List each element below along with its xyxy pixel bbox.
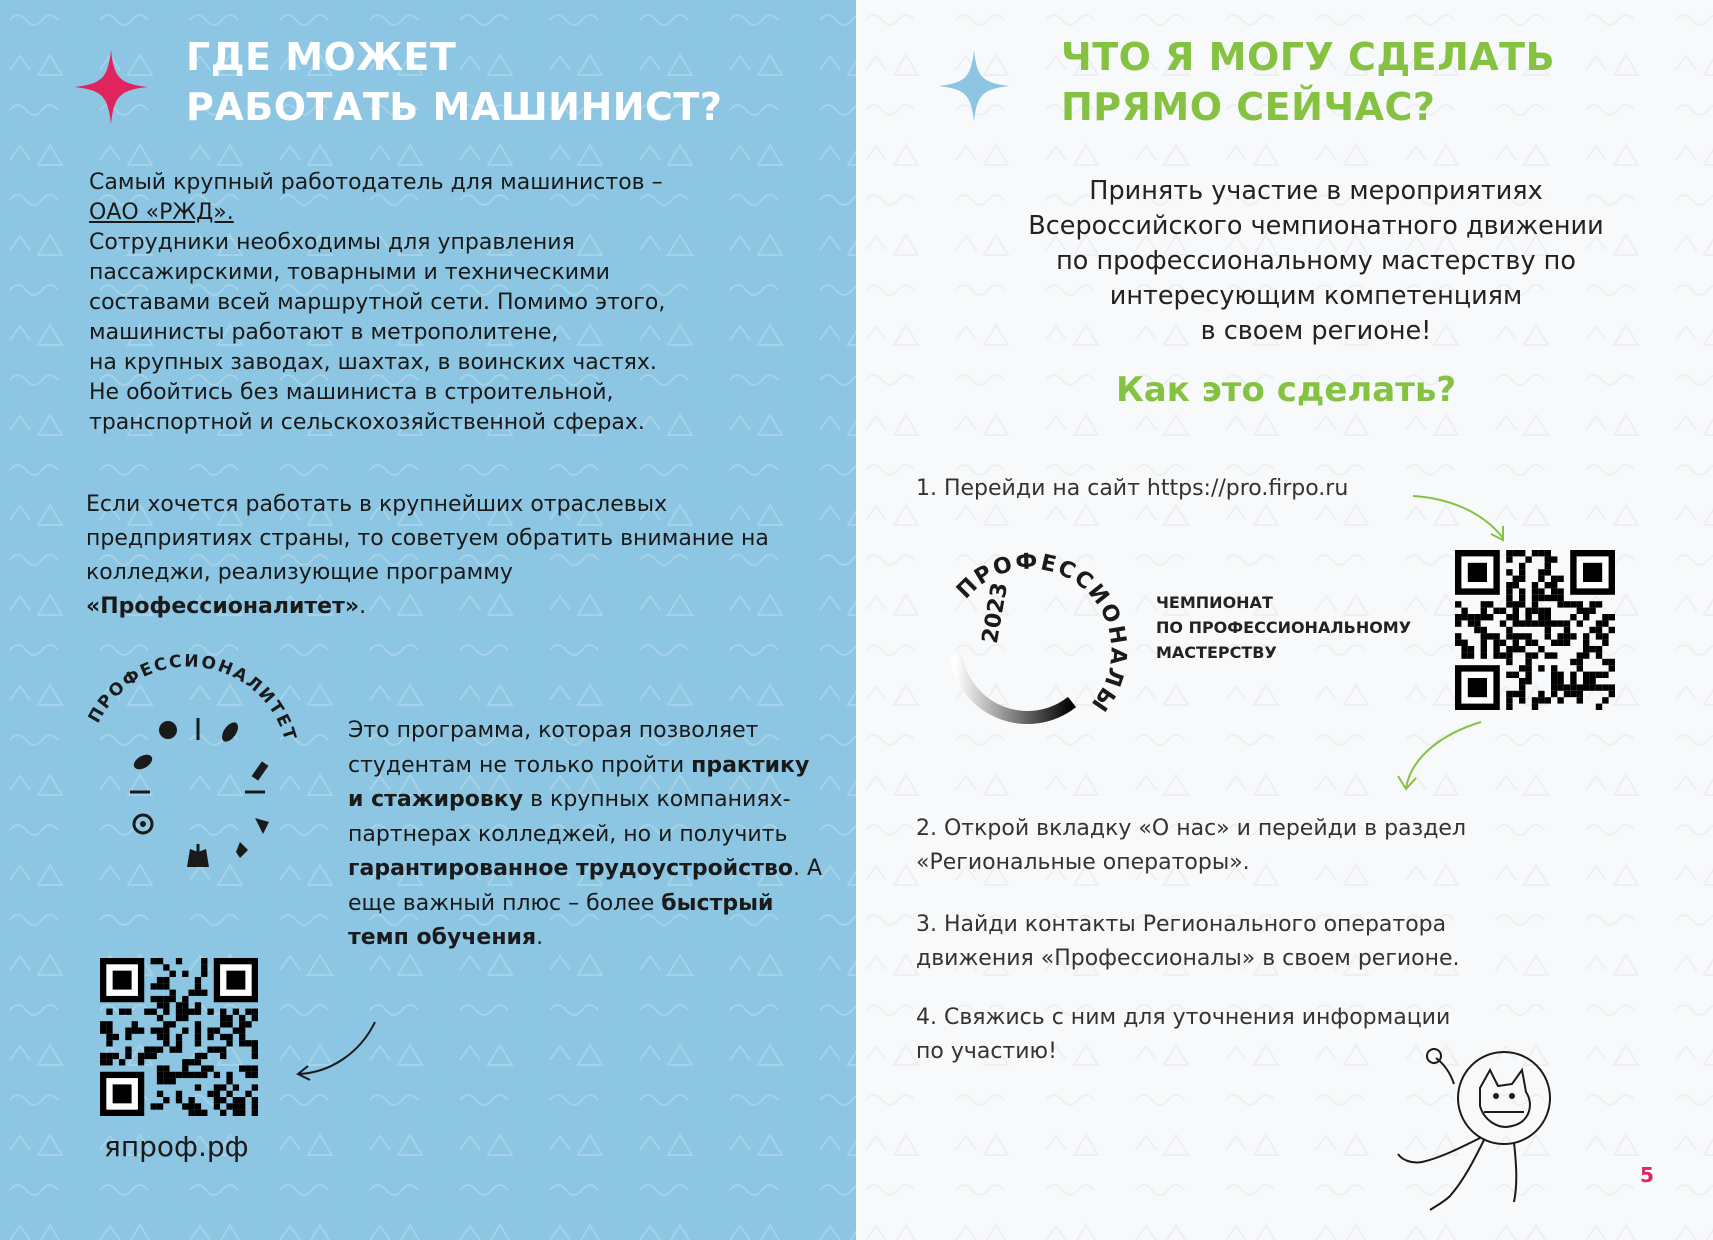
- logo-ring-text: ПРОФЕССИОНАЛЫ: [952, 549, 1131, 717]
- text-line: транспортной и сельскохозяйственной сферах.: [89, 410, 645, 435]
- right-heading: [1061, 32, 1555, 132]
- employment-bold: гарантированное трудоустройство: [348, 856, 793, 881]
- step-line: по участию!: [916, 1039, 1057, 1064]
- intro-paragraph: [916, 174, 1713, 349]
- right-heading-line2: ПРЯМО СЕЙЧАС?: [1061, 85, 1436, 129]
- logo-year: 2023: [977, 580, 1014, 646]
- champ-line: МАСТЕРСТВУ: [1156, 643, 1277, 662]
- left-heading: [186, 32, 722, 132]
- text-line: пассажирскими, товарными и техническими: [89, 260, 610, 285]
- program-paragraph: [348, 714, 828, 956]
- blue-star-icon: [938, 50, 1010, 122]
- step-line: «Региональные операторы».: [916, 850, 1250, 875]
- intro-line: интересующим компетенциям: [1109, 281, 1523, 311]
- step-line: 4. Свяжись с ним для уточнения информации: [916, 1005, 1451, 1030]
- intro-line: в своем регионе!: [1200, 316, 1432, 346]
- practice-bold: практику и стажировку: [348, 752, 810, 812]
- employer-line: Самый крупный работодатель для машинистов –: [89, 170, 663, 195]
- step-line: 3. Найди контакты Регионального оператора: [916, 912, 1447, 937]
- period: .: [359, 594, 367, 619]
- employer-paragraph: [89, 168, 789, 438]
- colleges-text: Если хочется работать в крупнейших отраслевых предприятиях страны, то советуем обратить внимание на колледжи, реализующие программу: [86, 492, 769, 585]
- svg-text:ПРОФЕССИОНАЛИТЕТ: [85, 652, 301, 744]
- logo-ring-text: ПРОФЕССИОНАЛИТЕТ: [84, 652, 301, 745]
- right-heading-line1: ЧТО Я МОГУ СДЕЛАТЬ: [1061, 35, 1556, 79]
- program-text: в крупных компаниях-партнерах колледжей, но и получить: [348, 787, 791, 847]
- intro-line: по профессиональному мастерству по: [1056, 246, 1576, 276]
- championship-title: [1156, 590, 1411, 665]
- champ-line: ПО ПРОФЕССИОНАЛЬНОМУ: [1156, 618, 1412, 637]
- professionalitet-logo: [70, 652, 310, 892]
- text-line: машинисты работают в метрополитене,: [89, 320, 559, 345]
- page-number: 5: [1640, 1163, 1654, 1187]
- text-line: на крупных заводах, шахтах, в воинских частях.: [89, 350, 657, 375]
- intro-line: Всероссийского чемпионатного движении: [1028, 211, 1604, 241]
- step-4: [916, 1001, 1450, 1069]
- champ-line: ЧЕМПИОНАТ: [1156, 593, 1273, 612]
- left-heading-line1: ГДЕ МОЖЕТ: [186, 35, 457, 79]
- arrow-to-qr-icon: [290, 1018, 380, 1088]
- program-text: Это программа, которая позволяет студентам не только пройти: [348, 718, 759, 778]
- speed-bold: быстрый темп обучения: [348, 890, 774, 950]
- period: .: [536, 925, 544, 950]
- text-line: Не обойтись без машиниста в строительной,: [89, 380, 614, 405]
- left-page: [0, 0, 856, 1240]
- arrow-to-qr-icon: [1411, 490, 1511, 546]
- professionaly-logo: [934, 530, 1154, 730]
- step-3: [916, 908, 1460, 976]
- program-text: . А еще важный плюс – более: [348, 856, 823, 916]
- how-to-heading: Как это сделать?: [1116, 370, 1457, 410]
- step-line: 2. Открой вкладку «О нас» и перейди в раздел: [916, 816, 1467, 841]
- step-2: [916, 812, 1466, 880]
- text-line: составами всей маршрутной сети. Помимо этого,: [89, 290, 666, 315]
- intro-line: Принять участие в мероприятиях: [1089, 176, 1543, 206]
- yaprof-qr-code[interactable]: [100, 958, 258, 1116]
- rzd-link[interactable]: ОАО «РЖД».: [89, 200, 234, 225]
- cat-astronaut-illustration: [1384, 1048, 1584, 1228]
- pink-star-icon: [74, 50, 148, 124]
- arrow-down-icon: [1386, 718, 1486, 793]
- step-1[interactable]: 1. Перейди на сайт https://pro.firpo.ru: [916, 476, 1349, 501]
- right-page: [856, 0, 1713, 1240]
- step-line: движения «Профессионалы» в своем регионе.: [916, 946, 1460, 971]
- yaprof-caption[interactable]: япроф.рф: [104, 1130, 249, 1163]
- colleges-paragraph: [86, 488, 786, 624]
- text-line: Сотрудники необходимы для управления: [89, 230, 575, 255]
- professionalitet-bold: «Профессионалитет»: [86, 594, 360, 619]
- left-heading-line2: РАБОТАТЬ МАШИНИСТ?: [186, 85, 723, 129]
- firpo-qr-code[interactable]: [1455, 550, 1615, 710]
